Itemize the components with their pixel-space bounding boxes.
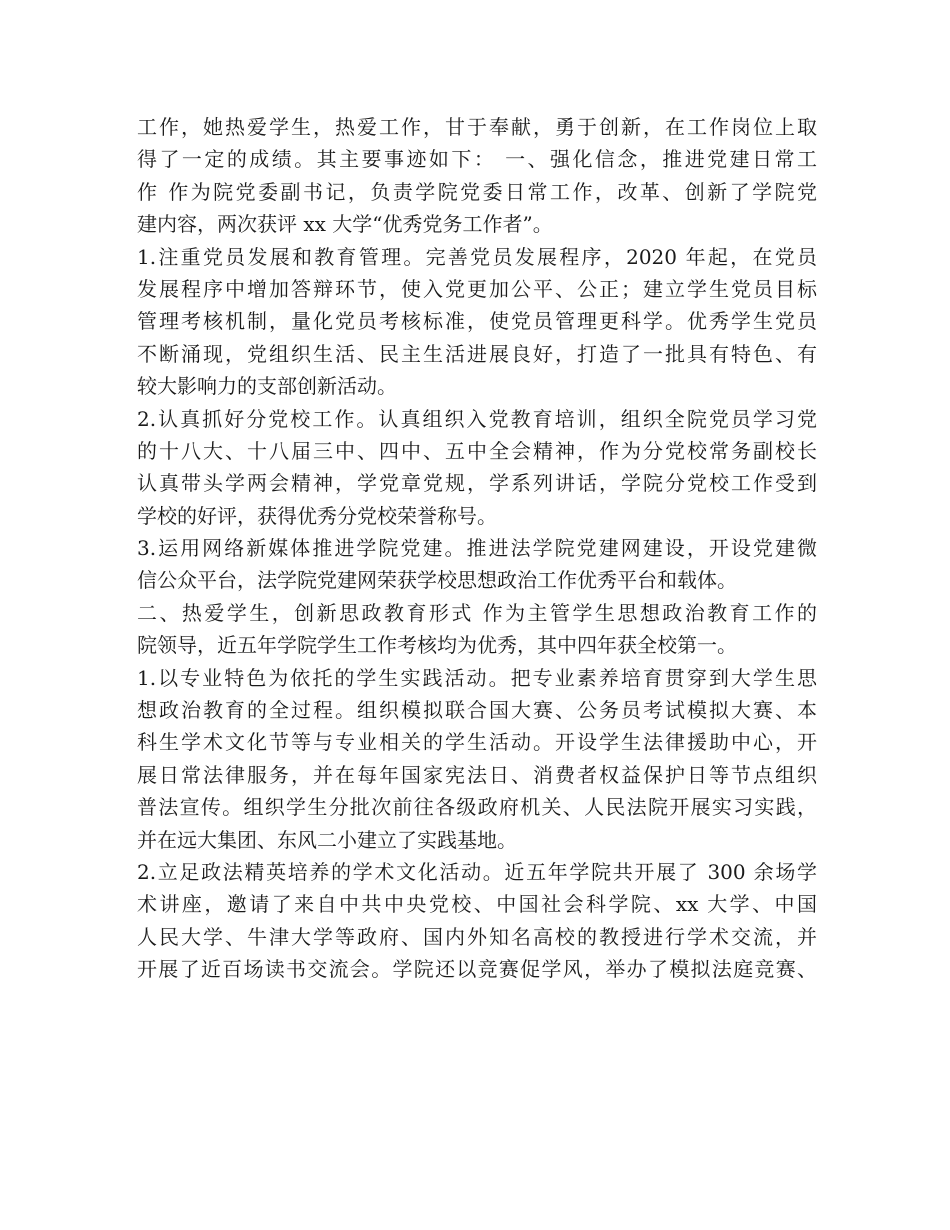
- text-line: 2.认真抓好分党校工作。认真组织入党教育培训，组织全院党员学习党: [137, 406, 817, 431]
- text-line: 展日常法律服务，并在每年国家宪法日、消费者权益保护日等节点组织: [137, 762, 817, 787]
- text-line: 二、热爱学生，创新思政教育形式 作为主管学生思想政治教育工作的: [137, 600, 817, 625]
- text-line: 术讲座，邀请了来自中共中央党校、中国社会科学院、xx 大学、中国: [137, 892, 817, 917]
- text-line: 学校的好评，获得优秀分党校荣誉称号。: [137, 503, 497, 528]
- text-line: 不断涌现，党组织生活、民主生活进展良好，打造了一批具有特色、有: [137, 341, 817, 366]
- text-line: 1.注重党员发展和教育管理。完善党员发展程序，2020 年起，在党员: [137, 244, 817, 269]
- text-line: 普法宣传。组织学生分批次前往各级政府机关、人民法院开展实习实践，: [137, 795, 817, 820]
- text-line: 认真带头学两会精神，学党章党规，学系列讲话，学院分党校工作受到: [137, 471, 817, 496]
- text-line: 作 作为院党委副书记，负责学院党委日常工作，改革、创新了学院党: [137, 179, 817, 204]
- text-line: 得了一定的成绩。其主要事迹如下： 一、强化信念，推进党建日常工: [137, 147, 817, 172]
- text-line: 管理考核机制，量化党员考核标准，使党员管理更科学。优秀学生党员: [137, 309, 817, 334]
- text-line: 发展程序中增加答辩环节，使入党更加公平、公正；建立学生党员目标: [137, 276, 817, 301]
- text-line: 建内容，两次获评 xx 大学“优秀党务工作者”。: [137, 212, 553, 237]
- text-line: 科生学术文化节等与专业相关的学生活动。开设学生法律援助中心，开: [137, 730, 817, 755]
- text-line: 3.运用网络新媒体推进学院党建。推进法学院党建网建设，开设党建微: [137, 536, 817, 561]
- text-line: 院领导，近五年学院学生工作考核均为优秀，其中四年获全校第一。: [137, 633, 737, 658]
- text-line: 工作，她热爱学生，热爱工作，甘于奉献，勇于创新，在工作岗位上取: [137, 115, 817, 139]
- text-line: 人民大学、牛津大学等政府、国内外知名高校的教授进行学术交流，并: [137, 924, 817, 949]
- text-line: 开展了近百场读书交流会。学院还以竞赛促学风，举办了模拟法庭竞赛、: [137, 957, 817, 982]
- text-line: 2.立足政法精英培养的学术文化活动。近五年学院共开展了 300 余场学: [137, 859, 817, 884]
- text-line: 1.以专业特色为依托的学生实践活动。把专业素养培育贯穿到大学生思: [137, 665, 817, 690]
- text-line: 并在远大集团、东风二小建立了实践基地。: [137, 827, 517, 852]
- body-text: [137, 111, 817, 986]
- text-line: 想政治教育的全过程。组织模拟联合国大赛、公务员考试模拟大赛、本: [137, 698, 817, 723]
- text-line: 较大影响力的支部创新活动。: [137, 374, 397, 399]
- text-line: 信公众平台，法学院党建网荣获学校思想政治工作优秀平台和载体。: [137, 568, 737, 593]
- text-line: 的十八大、十八届三中、四中、五中全会精神，作为分党校常务副校长: [137, 438, 817, 463]
